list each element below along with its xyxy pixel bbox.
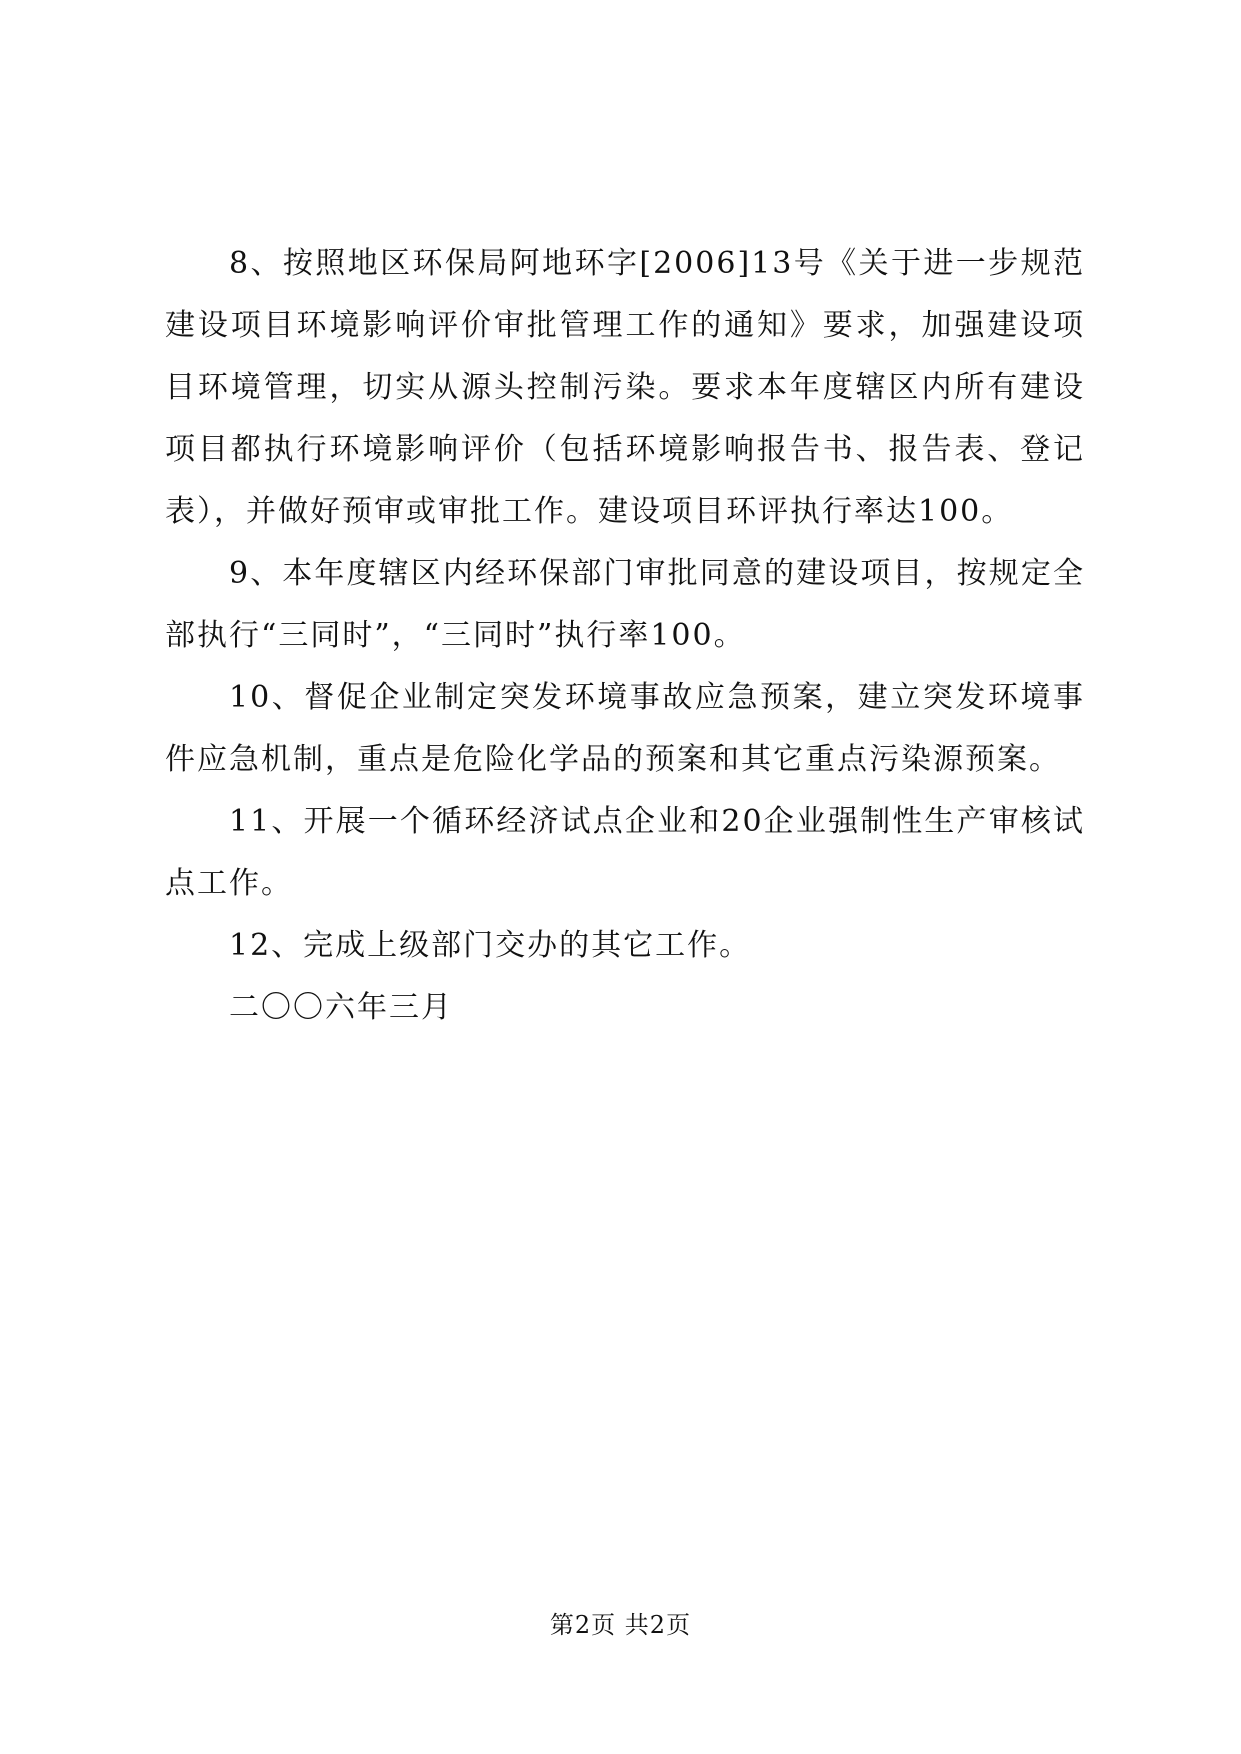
paragraph-item-9: 9、本年度辖区内经环保部门审批同意的建设项目，按规定全部执行“三同时”，“三同时”执行率100。	[165, 556, 1085, 653]
paragraph-item-11: 11、开展一个循环经济试点企业和20企业强制性生产审核试点工作。	[165, 804, 1085, 901]
paragraph-item-12: 12、完成上级部门交办的其它工作。	[229, 928, 752, 963]
document-date: 二〇〇六年三月	[229, 990, 453, 1025]
paragraph-item-8: 8、按照地区环保局阿地环字[2006]13号《关于进一步规范建设项目环境影响评价审批管理工作的通知》要求，加强建设项目环境管理，切实从源头控制污染。要求本年度辖区内所有建设项目都执行环境影响评价（包括环境影响报告书、报告表、登记表），并做好预审或审批工作。建设项目环评执行率达100。	[165, 246, 1085, 529]
page-number: 第2页 共2页	[549, 1611, 692, 1639]
page-footer	[0, 1610, 1241, 1640]
paragraph-item-10: 10、督促企业制定突发环境事故应急预案，建立突发环境事件应急机制，重点是危险化学品的预案和其它重点污染源预案。	[165, 680, 1085, 777]
document-body	[165, 233, 1085, 1039]
